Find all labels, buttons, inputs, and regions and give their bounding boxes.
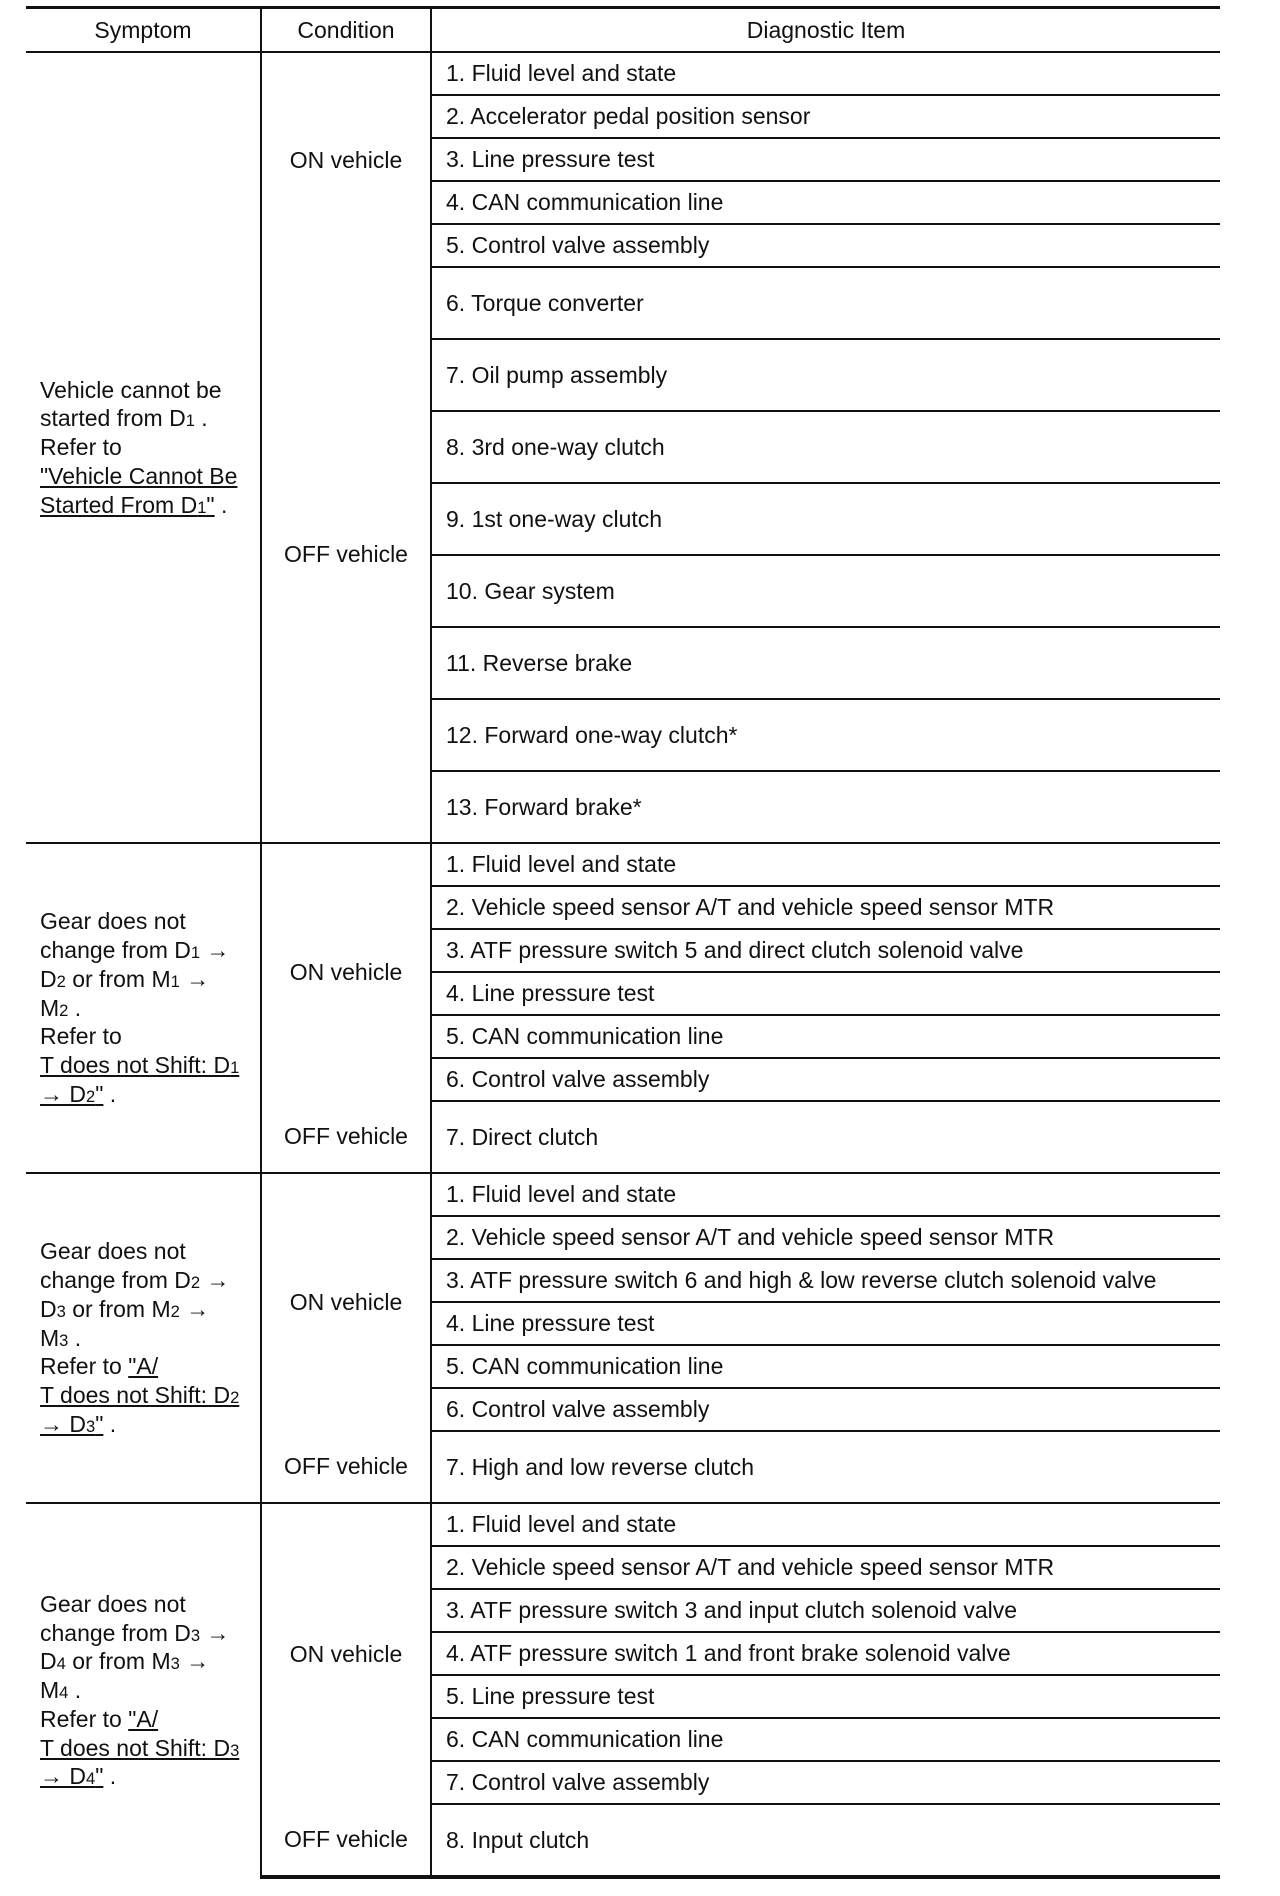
reference-link[interactable]: "A/ — [128, 1353, 159, 1380]
reference-link[interactable]: T does not Shift: D2 — [40, 1382, 240, 1409]
header-condition: Condition — [261, 8, 431, 53]
diagnostic-item: 1. Fluid level and state — [431, 52, 1220, 95]
diagnostic-item: 3. ATF pressure switch 6 and high & low reverse clutch solenoid valve — [431, 1259, 1220, 1302]
symptom-cell: Gear does not change from D3 → D4 or from M3 → M4 . Refer to "A/ T does not Shift: D3 → D4" . — [26, 1503, 261, 1877]
table-row — [26, 843, 1220, 886]
reference-link[interactable]: "Vehicle Cannot Be — [40, 462, 238, 489]
reference-link[interactable]: → D3" — [40, 1410, 104, 1437]
condition-off-vehicle: OFF vehicle — [261, 1804, 431, 1877]
diagnostic-item: 4. ATF pressure switch 1 and front brake solenoid valve — [431, 1632, 1220, 1675]
diagnostic-item: 2. Vehicle speed sensor A/T and vehicle speed sensor MTR — [431, 1216, 1220, 1259]
diagnostic-item: 7. Oil pump assembly — [431, 339, 1220, 411]
condition-off-vehicle: OFF vehicle — [261, 1431, 431, 1503]
table-row — [26, 1503, 1220, 1546]
reference-link[interactable]: "A/ — [128, 1705, 159, 1732]
condition-off-vehicle: OFF vehicle — [261, 267, 431, 843]
reference-link[interactable]: → D2" — [40, 1080, 104, 1107]
table-row — [26, 1173, 1220, 1216]
diagnostic-item: 12. Forward one-way clutch* — [431, 699, 1220, 771]
reference-link[interactable]: T does not Shift: D3 — [40, 1734, 240, 1761]
diagnostic-item: 6. CAN communication line — [431, 1718, 1220, 1761]
diagnostic-item: 3. ATF pressure switch 3 and input clutch solenoid valve — [431, 1589, 1220, 1632]
diagnostic-item: 13. Forward brake* — [431, 771, 1220, 843]
diagnostic-item: 7. Control valve assembly — [431, 1761, 1220, 1804]
condition-on-vehicle: ON vehicle — [261, 843, 431, 1101]
condition-on-vehicle: ON vehicle — [261, 1173, 431, 1431]
diagnostic-item: 2. Vehicle speed sensor A/T and vehicle speed sensor MTR — [431, 1546, 1220, 1589]
reference-link[interactable]: → D4" — [40, 1763, 104, 1790]
condition-off-vehicle: OFF vehicle — [261, 1101, 431, 1173]
symptom-cell: Gear does not change from D1 → D2 or from M1 → M2 . Refer to T does not Shift: D1 → D2" . — [26, 843, 261, 1173]
symptom-cell: Gear does not change from D2 → D3 or from M2 → M3 . Refer to "A/ T does not Shift: D2 → D3" . — [26, 1173, 261, 1503]
diagnostic-item: 7. High and low reverse clutch — [431, 1431, 1220, 1503]
diagnostic-item: 4. Line pressure test — [431, 972, 1220, 1015]
diagnostic-item: 7. Direct clutch — [431, 1101, 1220, 1173]
diagnostic-item: 4. CAN communication line — [431, 181, 1220, 224]
diagnostic-item: 8. Input clutch — [431, 1804, 1220, 1877]
header-row — [26, 8, 1220, 53]
diagnostic-item: 11. Reverse brake — [431, 627, 1220, 699]
diagnostic-item: 8. 3rd one-way clutch — [431, 411, 1220, 483]
diagnostic-item: 6. Torque converter — [431, 267, 1220, 339]
diagnostic-item: 9. 1st one-way clutch — [431, 483, 1220, 555]
diagnostic-item: 2. Vehicle speed sensor A/T and vehicle speed sensor MTR — [431, 886, 1220, 929]
diagnostic-item: 3. ATF pressure switch 5 and direct clutch solenoid valve — [431, 929, 1220, 972]
diagnostic-item: 5. CAN communication line — [431, 1345, 1220, 1388]
diagnostic-table — [26, 6, 1220, 1879]
diagnostic-item: 2. Accelerator pedal position sensor — [431, 95, 1220, 138]
condition-on-vehicle: ON vehicle — [261, 52, 431, 267]
diagnostic-item: 1. Fluid level and state — [431, 1173, 1220, 1216]
condition-on-vehicle: ON vehicle — [261, 1503, 431, 1804]
diagnostic-item: 3. Line pressure test — [431, 138, 1220, 181]
header-diagnostic-item: Diagnostic Item — [431, 8, 1220, 53]
diagnostic-item: 10. Gear system — [431, 555, 1220, 627]
diagnostic-item: 6. Control valve assembly — [431, 1058, 1220, 1101]
diagnostic-item: 1. Fluid level and state — [431, 843, 1220, 886]
table-row — [26, 52, 1220, 95]
reference-link[interactable]: T does not Shift: D1 — [40, 1052, 240, 1079]
diagnostic-item: 4. Line pressure test — [431, 1302, 1220, 1345]
diagnostic-item: 6. Control valve assembly — [431, 1388, 1220, 1431]
reference-link[interactable]: Started From D1" — [40, 491, 215, 518]
diagnostic-item: 5. Line pressure test — [431, 1675, 1220, 1718]
diagnostic-item: 1. Fluid level and state — [431, 1503, 1220, 1546]
symptom-cell: Vehicle cannot be started from D1 . Refer to "Vehicle Cannot Be Started From D1" . — [26, 52, 261, 843]
diagnostic-item: 5. CAN communication line — [431, 1015, 1220, 1058]
header-symptom: Symptom — [26, 8, 261, 53]
diagnostic-item: 5. Control valve assembly — [431, 224, 1220, 267]
